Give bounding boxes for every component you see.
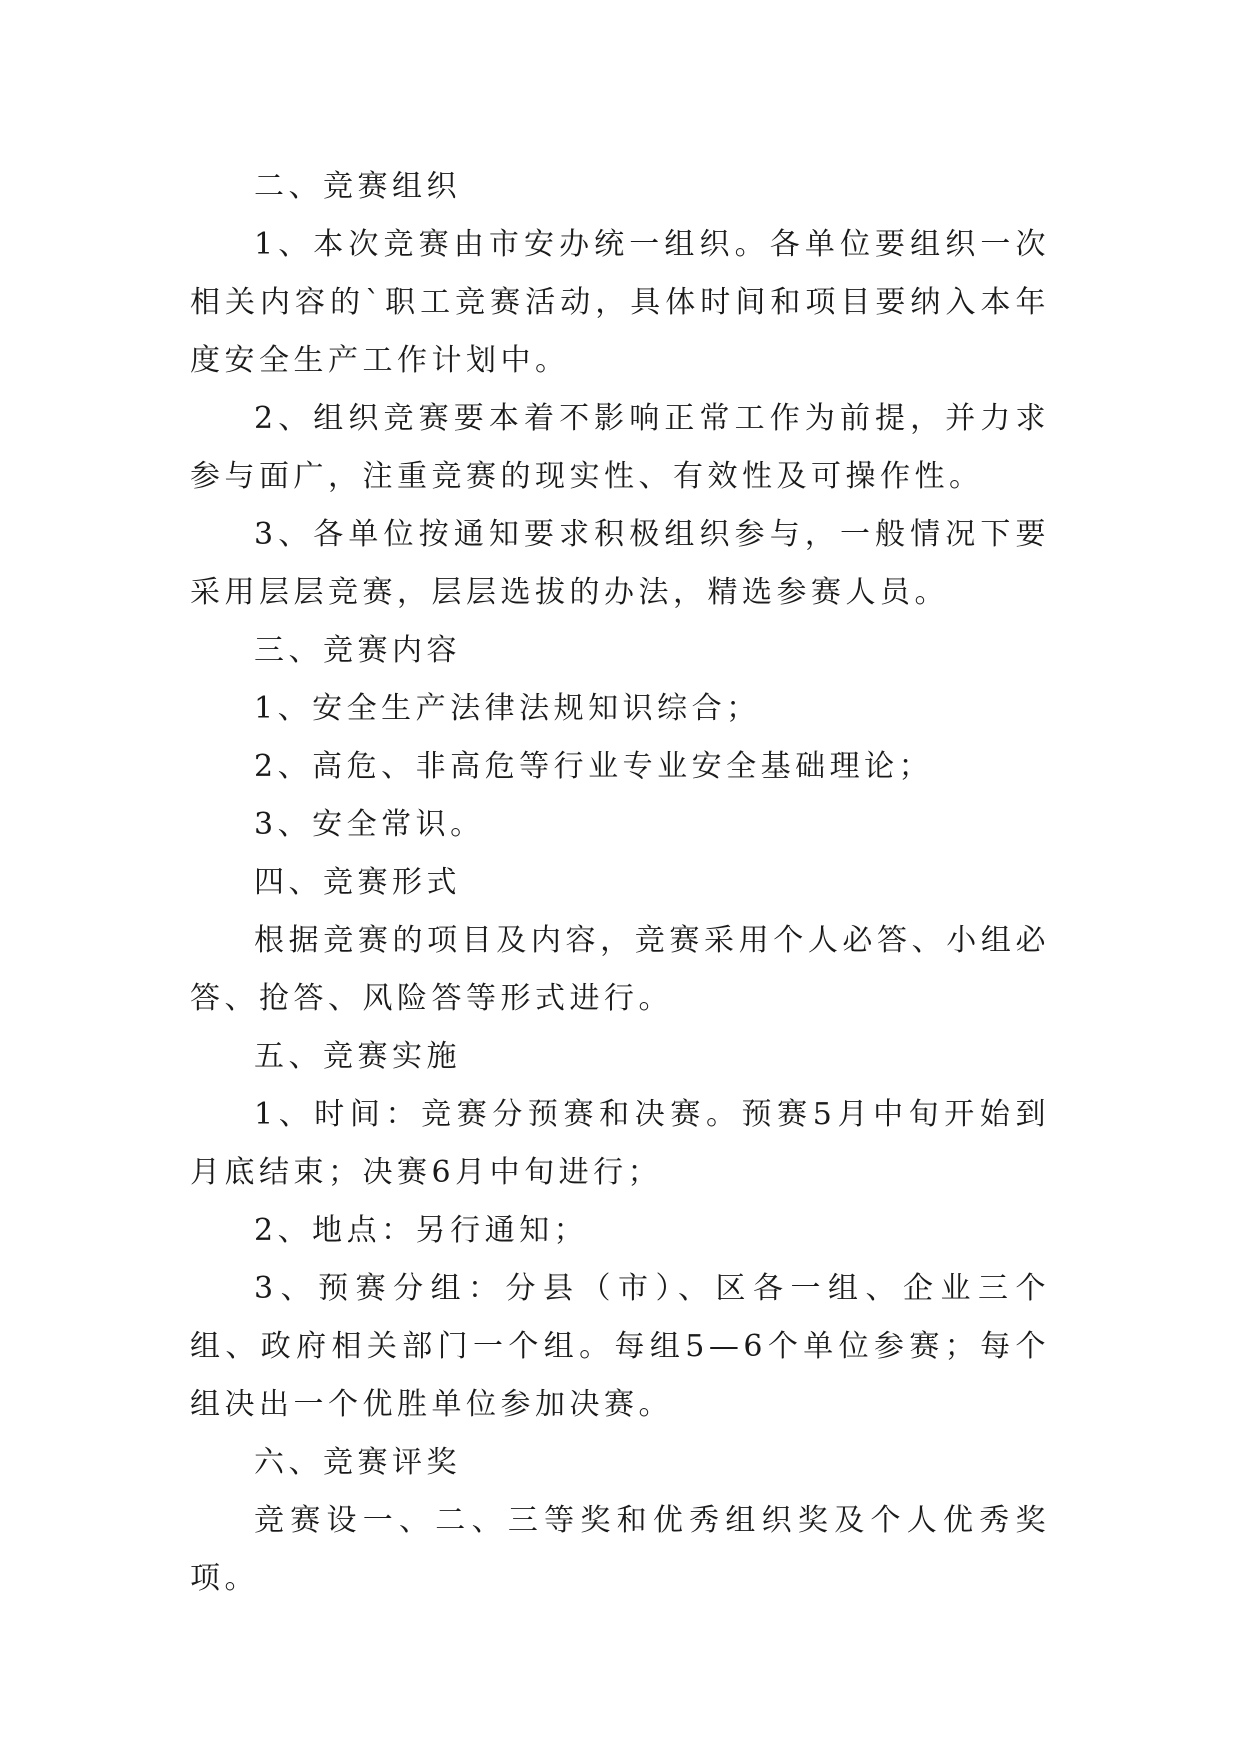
paragraph-organization-1: 1、本次竞赛由市安办统一组织。各单位要组织一次相关内容的`职工竞赛活动，具体时间和项目要纳入本年度安全生产工作计划中。 (190, 227, 1050, 378)
paragraph-content-1: 1、安全生产法律法规知识综合； (254, 691, 761, 726)
section-heading-content: 三、竞赛内容 (254, 633, 461, 668)
section-heading-format: 四、竞赛形式 (254, 865, 461, 900)
paragraph-format: 根据竞赛的项目及内容，竞赛采用个人必答、小组必答、抢答、风险答等形式进行。 (190, 923, 1050, 1016)
paragraph-content-2: 2、高危、非高危等行业专业安全基础理论； (254, 749, 934, 784)
paragraph-organization-3: 3、各单位按通知要求积极组织参与，一般情况下要采用层层竞赛，层层选拔的办法，精选参赛人员。 (190, 517, 1050, 610)
paragraph-organization-2: 2、组织竞赛要本着不影响正常工作为前提，并力求参与面广，注重竞赛的现实性、有效性及可操作性。 (190, 401, 1050, 494)
paragraph-implementation-2: 2、地点：另行通知； (254, 1213, 589, 1248)
paragraph-awards: 竞赛设一、二、三等奖和优秀组织奖及个人优秀奖项。 (190, 1503, 1050, 1596)
paragraph-implementation-1: 1、时间：竞赛分预赛和决赛。预赛5月中旬开始到月底结束；决赛6月中旬进行； (190, 1097, 1050, 1190)
paragraph-implementation-3: 3、预赛分组：分县（市）、区各一组、企业三个组、政府相关部门一个组。每组5—6个单位参赛；每个组决出一个优胜单位参加决赛。 (190, 1271, 1050, 1422)
paragraph-content-3: 3、安全常识。 (254, 807, 485, 842)
section-heading-awards: 六、竞赛评奖 (254, 1445, 461, 1480)
section-heading-implementation: 五、竞赛实施 (254, 1039, 461, 1074)
section-heading-organization: 二、竞赛组织 (254, 169, 461, 204)
document-body (190, 158, 1050, 1608)
